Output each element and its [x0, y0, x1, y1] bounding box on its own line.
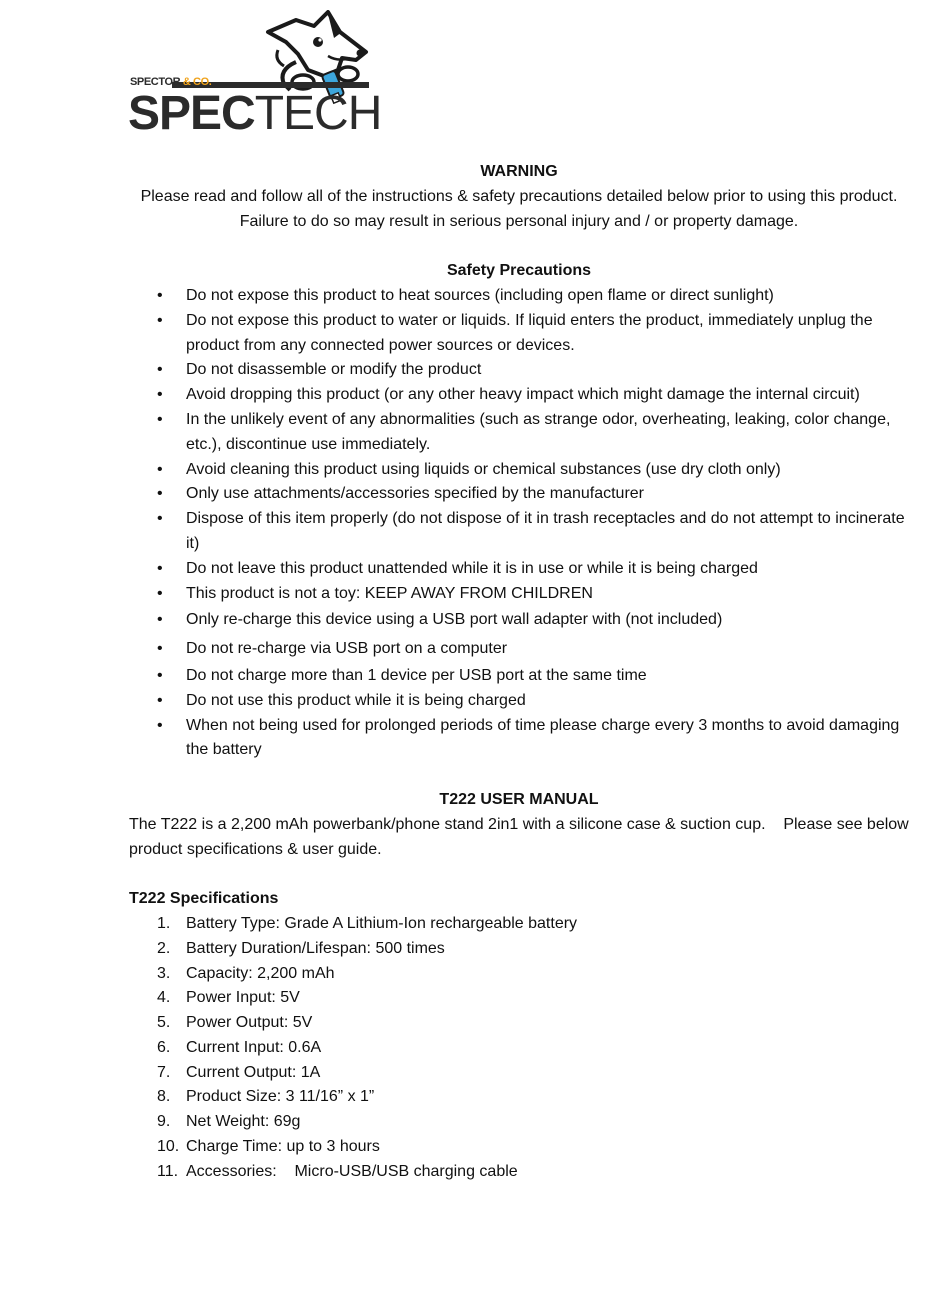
spacer [129, 862, 909, 887]
list-item [129, 1061, 909, 1086]
list-number: 1. [157, 914, 171, 932]
list-item [129, 937, 909, 962]
logo-spec-text: SPEC [128, 87, 255, 140]
list-item [129, 962, 909, 987]
specs-title: T222 Specifications [129, 890, 279, 908]
list-number: 4. [157, 989, 171, 1007]
list-text: Product Size: 3 11/16” x 1” [186, 1088, 375, 1106]
list-text: Power Output: 5V [186, 1014, 313, 1032]
list-text: Battery Duration/Lifespan: 500 times [186, 939, 445, 957]
specs-list [129, 912, 909, 1185]
list-item: • In the unlikely event of any abnormalities (such as strange odor, overheating, leaking, color change, etc.), discontinue use immediately. [129, 408, 909, 458]
list-item: • Dispose of this item properly (do not dispose of it in trash receptacles and do not attempt to incinerate it) [129, 507, 909, 557]
logo-brand-text [128, 87, 382, 140]
list-number: 6. [157, 1038, 171, 1056]
spacer [129, 763, 909, 788]
logo-amp-text: & CO. [182, 76, 212, 88]
list-text: Accessories: Micro-USB/USB charging cable [186, 1162, 518, 1180]
warning-line-1: Please read and follow all of the instructions & safety precautions detailed below prior to using this product. [140, 187, 898, 205]
warning-line-2: Failure to do so may result in serious personal injury and / or property damage. [239, 212, 799, 230]
list-number: 8. [157, 1088, 171, 1106]
spectech-logo [128, 10, 382, 140]
list-item [129, 1135, 909, 1160]
logo-spector-text: SPECTOR [130, 76, 181, 88]
list-number: 2. [157, 939, 171, 957]
list-item [129, 1011, 909, 1036]
list-number: 11. [157, 1162, 179, 1180]
list-text: Battery Type: Grade A Lithium-Ion rechargeable battery [186, 914, 578, 932]
manual-intro: The T222 is a 2,200 mAh powerbank/phone stand 2in1 with a silicone case & suction cup. Please see below product specifications & user guide. [129, 815, 914, 858]
list-item: • Only use attachments/accessories specified by the manufacturer [129, 482, 909, 507]
safety-title: Safety Precautions [446, 262, 592, 280]
list-item [129, 1160, 909, 1185]
document-body [129, 160, 914, 1185]
warning-title: WARNING [480, 163, 558, 180]
manual-title: T222 USER MANUAL [439, 790, 599, 808]
list-item: • Only re-charge this device using a USB port wall adapter with (not included) [129, 608, 909, 633]
list-item [129, 1110, 909, 1135]
list-text: Power Input: 5V [186, 989, 300, 1007]
list-text: Charge Time: up to 3 hours [186, 1138, 380, 1156]
list-item: • Do not expose this product to heat sources (including open flame or direct sunlight) [129, 284, 909, 309]
list-text: Current Input: 0.6A [186, 1038, 322, 1056]
list-item: • Avoid cleaning this product using liquids or chemical substances (use dry cloth only) [129, 458, 909, 483]
spacer [129, 234, 909, 259]
list-item: • This product is not a toy: KEEP AWAY FROM CHILDREN [129, 582, 909, 607]
safety-list [129, 284, 909, 763]
list-item: • Do not expose this product to water or liquids. If liquid enters the product, immediately unplug the product from any connected power sources or devices. [129, 309, 909, 359]
list-number: 3. [157, 964, 171, 982]
list-text: Net Weight: 69g [186, 1113, 301, 1131]
list-item [129, 1036, 909, 1061]
list-item: • Do not re-charge via USB port on a computer [129, 637, 909, 662]
list-text: Capacity: 2,200 mAh [186, 964, 335, 982]
list-number: 10. [157, 1138, 180, 1156]
list-item: • Avoid dropping this product (or any other heavy impact which might damage the internal circuit) [129, 383, 909, 408]
list-number: 9. [157, 1113, 171, 1131]
list-item [129, 1085, 909, 1110]
list-item: • Do not use this product while it is being charged [129, 689, 909, 714]
list-item: • Do not disassemble or modify the product [129, 358, 909, 383]
logo-tech-text: TECH [254, 87, 382, 140]
list-number: 7. [157, 1063, 171, 1081]
list-text: Current Output: 1A [186, 1063, 321, 1081]
list-item: • When not being used for prolonged periods of time please charge every 3 months to avoid damaging the battery [129, 714, 909, 764]
list-item: • Do not charge more than 1 device per USB port at the same time [129, 664, 909, 689]
list-item [129, 912, 909, 937]
list-item: • Do not leave this product unattended while it is in use or while it is being charged [129, 557, 909, 582]
list-number: 5. [157, 1014, 171, 1032]
list-item [129, 986, 909, 1011]
